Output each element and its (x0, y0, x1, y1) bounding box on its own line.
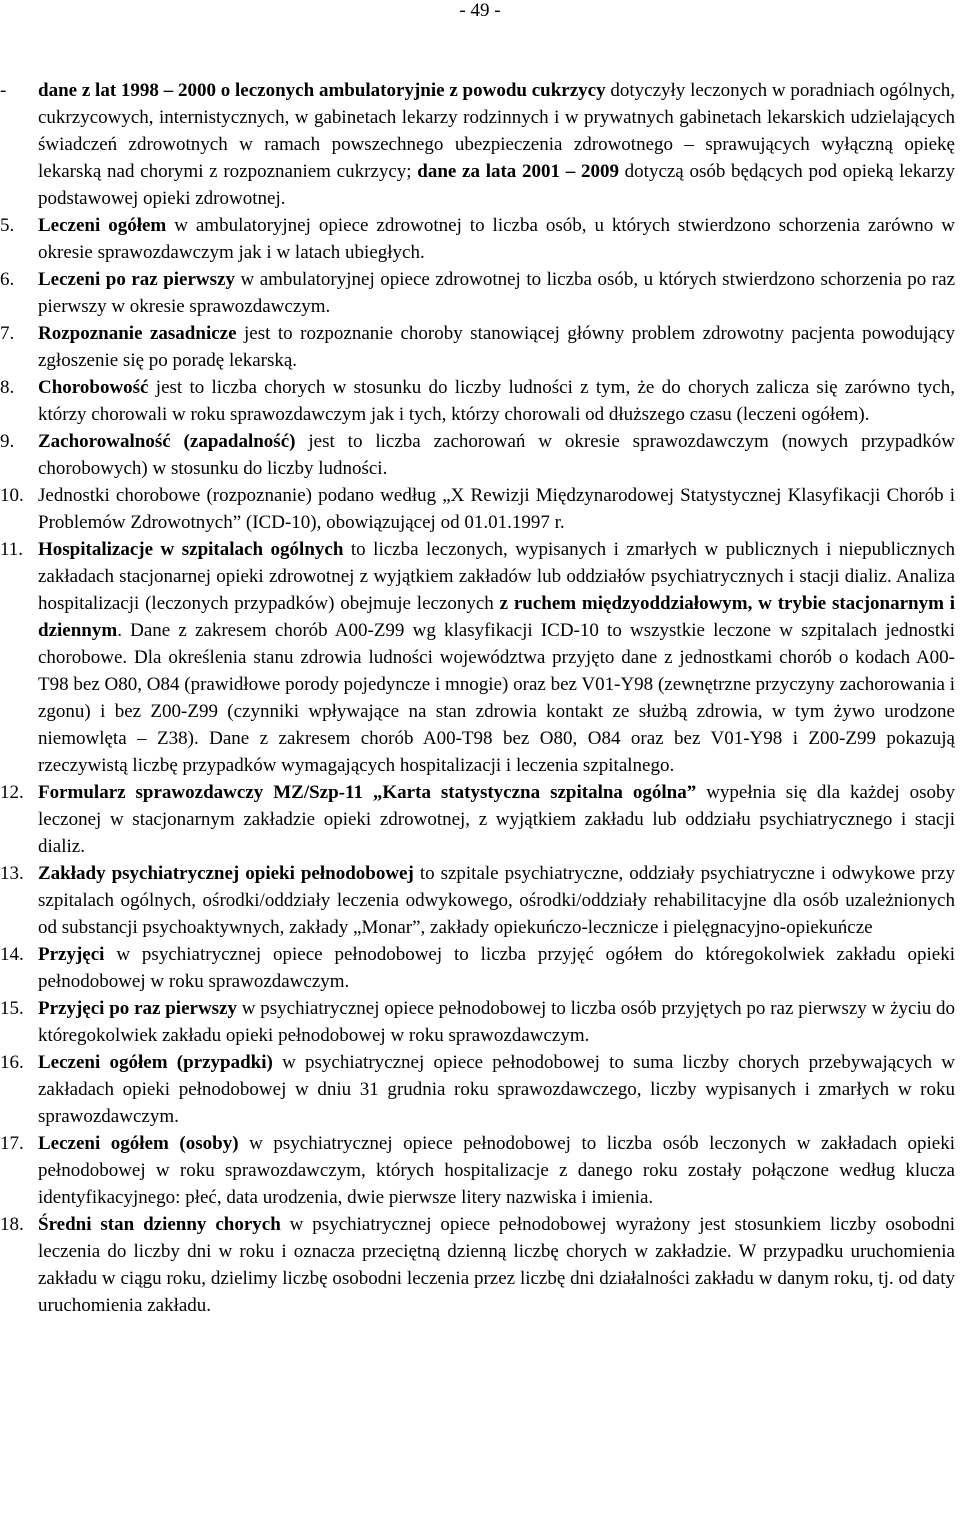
bold-term: z ruchem międzyoddziałowym, w trybie stacjonarnym i dziennym (38, 593, 955, 641)
bold-term: Zakłady psychiatrycznej opieki pełnodobowej (38, 863, 414, 884)
text-run: to liczba leczonych, wypisanych i zmarłych w publicznych i niepublicznych zakładach stacjonarnej opieki zdrowotnej z wyjątkiem zakładów lub oddziałów psychiatrycznych i stacji dializ. Analiza hospitalizacji (leczonych przypadków) obejmuje leczonych (38, 539, 955, 614)
text-run: w psychiatrycznej opiece pełnodobowej to liczba osób leczonych w zakładach opieki pełnodobowej w roku sprawozdawczym, których hospitalizacje z danego roku zostały połączone według klucza identyfikacyjnego: płeć, data urodzenia, dwie pierwsze litery nazwiska i imienia. (38, 1133, 956, 1208)
text-run: dotyczą osób będących pod opieką lekarzy podstawowej opieki zdrowotnej. (38, 161, 955, 209)
item-text (38, 995, 955, 1049)
text-run: Jednostki chorobowe (rozpoznanie) podano według „X Rewizji Międzynarodowej Statystycznej Klasyfikacji Chorób i Problemów Zdrowotnych” (ICD-10), obowiązującej od 01.01.1997 r. (38, 485, 955, 533)
item-text (38, 860, 955, 941)
text-run: wypełnia się dla każdej osoby leczonej w stacjonarnym zakładzie opieki zdrowotnej, z wyjątkiem zakładu lub oddziału psychiatrycznego i stacji dializ. (38, 782, 955, 857)
item-number: 10. (0, 485, 24, 506)
item-text (38, 482, 955, 536)
page-number: - 49 - (459, 0, 501, 21)
item-text (38, 428, 955, 482)
text-run: to szpitale psychiatryczne, oddziały psychiatryczne i odwykowe przy szpitalach ogólnych, ośrodki/oddziały leczenia odwykowego, ośrodki/oddziały rehabilitacyjne dla osób uzależnionych od substancji psychoaktywnych, zakłady „Monar”, zakłady opiekuńczo-lecznicze i pielęgnacyjno-opiekuńcze (38, 863, 955, 938)
definition-item (0, 995, 960, 1049)
definition-item (0, 428, 960, 482)
text-run: dotyczyły leczonych w poradniach ogólnych, cukrzycowych, internistycznych, w gabinetach lekarzy rodzinnych i w prywatnych gabinetach lekarskich udzielających świadczeń zdrowotnych w ramach powszechnego ubezpieczenia zdrowotnego – sprawujących wyłączną opiekę lekarską nad chorymi z rozpoznaniem cukrzycy; (38, 80, 956, 182)
bold-term: Hospitalizacje w szpitalach ogólnych (38, 539, 344, 560)
item-number: 9. (0, 431, 15, 452)
item-text (38, 1049, 955, 1130)
bold-term: Leczeni po raz pierwszy (38, 269, 235, 290)
item-text (38, 536, 955, 779)
definition-item (0, 1049, 960, 1130)
definition-item (0, 482, 960, 536)
item-number: 15. (0, 998, 24, 1019)
item-number: 14. (0, 944, 24, 965)
definition-item (0, 536, 960, 779)
definition-item (0, 941, 960, 995)
item-number: 16. (0, 1052, 24, 1073)
bold-term: Chorobowość (38, 377, 149, 398)
text-run: w psychiatrycznej opiece pełnodobowej to suma liczby chorych przebywających w zakładach opieki pełnodobowej w dniu 31 grudnia roku sprawozdawczego, liczby wypisanych i zmarłych w roku sprawozdawczym. (38, 1052, 955, 1127)
item-text (38, 77, 955, 212)
bold-term: Przyjęci (38, 944, 105, 965)
item-text (38, 266, 955, 320)
item-number: 5. (0, 215, 15, 236)
text-run: . Dane z zakresem chorób A00-Z99 wg klasyfikacji ICD-10 to wszystkie leczone w szpitalach jednostki chorobowe. Dla określenia stanu zdrowia ludności województwa przyjęto dane z jednostkami chorób o kodach A00-T98 bez O80, O84 (prawidłowe porody pojedyncze i mnogie) oraz bez V01-Y98 (zewnętrzne przyczyny zachorowania i zgonu) i bez Z00-Z99 (czynniki wpływające na stan zdrowia kontakt ze służbą zdrowia, w tym żywo urodzone niemowlęta – Z38). Dane z zakresem chorób A00-T98 bez O80, O84 oraz bez V01-Y98 i Z00-Z99 pokazują rzeczywistą liczbę przypadków wymagających hospitalizacji i leczenia szpitalnego. (38, 620, 955, 776)
item-number: 11. (0, 539, 24, 560)
bold-term: Zachorowalność (zapadalność) (38, 431, 296, 452)
bold-term: dane za lata 2001 – 2009 (417, 161, 619, 182)
item-text (38, 1130, 955, 1211)
definition-item (0, 266, 960, 320)
bold-term: Leczeni ogółem (38, 215, 167, 236)
bold-term: Leczeni ogółem (osoby) (38, 1133, 239, 1154)
bold-term: Rozpoznanie zasadnicze (38, 323, 237, 344)
item-number: 8. (0, 377, 15, 398)
item-number: 13. (0, 863, 24, 884)
definition-item (0, 860, 960, 941)
bold-term: Leczeni ogółem (przypadki) (38, 1052, 273, 1073)
bold-term: Średni stan dzienny chorych (38, 1214, 281, 1235)
definition-item (0, 212, 960, 266)
text-run: w ambulatoryjnej opiece zdrowotnej to liczba osób, u których stwierdzono schorzenia zarówno w okresie sprawozdawczym jak i w latach ubiegłych. (38, 215, 955, 263)
item-text (38, 374, 955, 428)
item-text (38, 1211, 955, 1319)
text-run: w ambulatoryjnej opiece zdrowotnej to liczba osób, u których stwierdzono schorzenia po raz pierwszy w okresie sprawozdawczym. (38, 269, 956, 317)
item-text (38, 320, 955, 374)
bold-term: dane z lat 1998 – 2000 o leczonych ambulatoryjnie z powodu cukrzycy (38, 80, 606, 101)
text-run: w psychiatrycznej opiece pełnodobowej to liczba przyjęć ogółem do któregokolwiek zakładu opieki pełnodobowej w roku sprawozdawczym. (38, 944, 955, 992)
text-run: jest to liczba zachorowań w okresie sprawozdawczym (nowych przypadków chorobowych) w stosunku do liczby ludności. (38, 431, 955, 479)
text-run: jest to liczba chorych w stosunku do liczby ludności z tym, że do chorych zalicza się zarówno tych, którzy chorowali w roku sprawozdawczym jak i tych, którzy chorowali od dłuższego czasu (leczeni ogółem). (38, 377, 955, 425)
definition-item (0, 374, 960, 428)
bold-term: Formularz sprawozdawczy MZ/Szp-11 „Karta statystyczna szpitalna ogólna” (38, 782, 697, 803)
definition-item (0, 77, 960, 212)
definition-item (0, 1130, 960, 1211)
bold-term: Przyjęci po raz pierwszy (38, 998, 237, 1019)
definitions-list (0, 77, 960, 1319)
item-number: 18. (0, 1214, 24, 1235)
text-run: jest to rozpoznanie choroby stanowiącej główny problem zdrowotny pacjenta powodujący zgłoszenie się po poradę lekarską. (38, 323, 955, 371)
item-text (38, 941, 955, 995)
item-number: 6. (0, 269, 15, 290)
item-number: - (0, 80, 7, 101)
item-number: 12. (0, 782, 24, 803)
item-text (38, 212, 955, 266)
text-run: w psychiatrycznej opiece pełnodobowej wyrażony jest stosunkiem liczby osobodni leczenia do liczby dni w roku i oznacza przeciętną dzienną liczbę chorych w zakładzie. W przypadku uruchomienia zakładu w ciągu roku, dzielimy liczbę osobodni leczenia przez liczbę dni działalności zakładu w danym roku, tj. od daty uruchomienia zakładu. (38, 1214, 955, 1316)
definition-item (0, 779, 960, 860)
item-text (38, 779, 955, 860)
text-run: w psychiatrycznej opiece pełnodobowej to liczba osób przyjętych po raz pierwszy w życiu do któregokolwiek zakładu opieki pełnodobowej w roku sprawozdawczym. (38, 998, 956, 1046)
item-number: 17. (0, 1133, 24, 1154)
definition-item (0, 1211, 960, 1319)
item-number: 7. (0, 323, 15, 344)
definition-item (0, 320, 960, 374)
